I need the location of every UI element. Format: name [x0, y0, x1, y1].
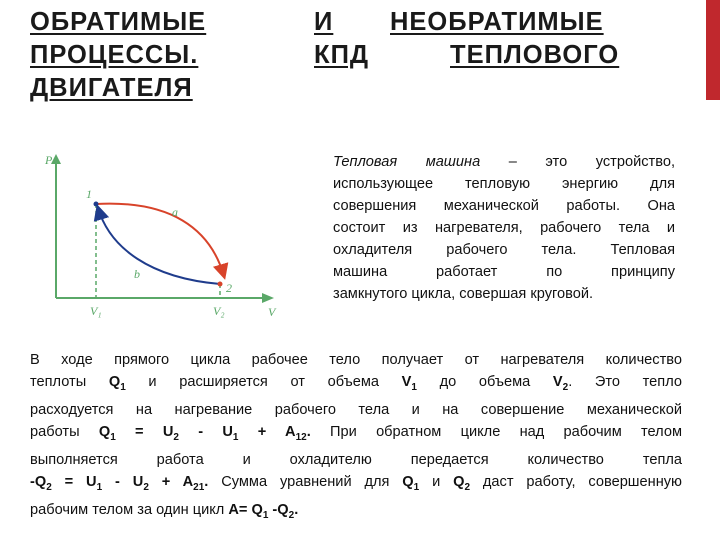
text: и расширяется от объема: [125, 374, 402, 390]
body-line: выполняется работа и охладителю передается количество тепла: [30, 451, 682, 468]
title-word: ПРОЦЕССЫ.: [30, 41, 199, 69]
title-line-2: [30, 39, 670, 72]
text: теплоты: [30, 374, 109, 390]
curve-a-label: a: [172, 205, 178, 219]
title-word: КПД: [314, 41, 370, 69]
formula: $Q_1$: [108, 374, 126, 393]
body-line: расходуется на нагревание рабочего тела и на совершение механической: [30, 401, 682, 418]
desc-line: машина работает по принципу: [333, 264, 675, 280]
title-word: ОБРАТИМЫЕ: [30, 8, 207, 36]
cycle-explanation: [30, 349, 682, 527]
desc-line: охладителя рабочего тела. Тепловая: [333, 242, 675, 258]
tick-v2: V₂: [213, 304, 225, 318]
title-word: ТЕПЛОВОГО: [450, 41, 620, 69]
text: даст работу, совершенную: [470, 473, 682, 490]
desc-line: использующее тепловую энергию для: [333, 176, 675, 192]
curve-b: [98, 208, 220, 284]
title-word: ДВИГАТЕЛЯ: [30, 74, 193, 102]
accent-bar: [706, 0, 720, 100]
body-line: [30, 499, 682, 527]
title-word: И: [314, 8, 334, 36]
title-line-1: [30, 6, 670, 39]
formula: $V_2$: [552, 374, 569, 393]
body-line: [30, 471, 682, 499]
desc-line: состоит из нагревателя, рабочего тела и: [333, 220, 675, 236]
text: до объема: [416, 374, 553, 390]
text: работы: [30, 423, 99, 440]
x-axis-arrow-icon: [262, 293, 274, 303]
body-line: В ходе прямого цикла рабочее тело получает от нагревателя количество: [30, 352, 682, 368]
formula: $-Q_2 = U_1 - U_2 + A_{21}$.: [30, 473, 209, 493]
desc-line: замкнутого цикла, совершая круговой.: [333, 286, 594, 302]
term-heat-engine: Тепловая машина: [333, 154, 481, 170]
point-2-marker: [218, 282, 223, 287]
tick-v1: V₁: [90, 304, 102, 318]
formula: $Q_2$: [453, 473, 471, 493]
x-axis-label: V: [268, 305, 276, 319]
title-word: НЕОБРАТИМЫЕ: [390, 8, 604, 36]
y-axis-arrow-icon: [51, 154, 61, 164]
formula: $A= Q_1$ $-Q_2$.: [228, 501, 299, 521]
desc-line: совершения механической работы. Она: [333, 198, 675, 214]
formula: $V_1$: [401, 374, 417, 393]
formula: $Q_1$: [402, 473, 420, 493]
curve-b-label: b: [134, 267, 140, 281]
slide-title: [30, 6, 670, 105]
desc-text: – это устройство,: [480, 154, 675, 170]
formula: $Q_1 = U_2 - U_1 + A_{12}$.: [98, 423, 311, 443]
heat-engine-description: [333, 151, 675, 305]
title-line-3: [30, 72, 670, 105]
point-1-label: 1: [86, 187, 92, 201]
point-2-label: 2: [226, 281, 232, 295]
text: . Это тепло: [568, 374, 682, 390]
text: При обратном цикле над рабочим телом: [310, 423, 682, 440]
desc-line: [333, 151, 675, 173]
body-line: [30, 421, 682, 449]
point-1-marker: [94, 202, 99, 207]
y-axis-label: P: [45, 153, 53, 167]
text: и: [419, 473, 454, 490]
text: рабочим телом за один цикл: [30, 501, 229, 518]
pv-diagram: [30, 148, 320, 323]
text: Сумма уравнений для: [208, 473, 403, 490]
body-line: [30, 371, 682, 399]
